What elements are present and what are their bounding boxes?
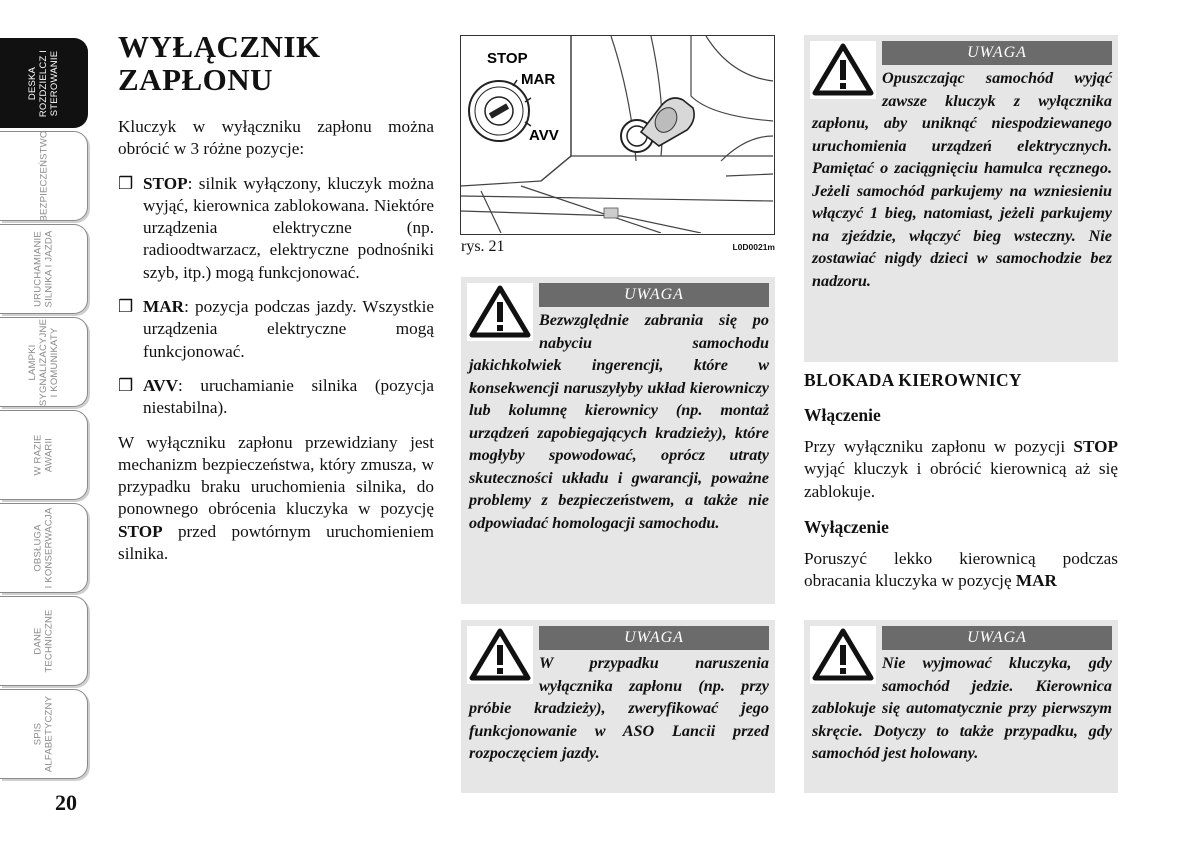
position-name: MAR [143, 297, 185, 317]
tab-spis-alfabetyczny[interactable]: SPIS ALFABETYCZNY [0, 689, 88, 779]
warning-box [461, 277, 775, 604]
position-description: : pozycja podczas jazdy. Wszystkie urządzenia elektryczne mogą funkcjonować. [143, 297, 434, 361]
mechanism-bold: STOP [118, 521, 163, 541]
warning-triangle-icon [467, 626, 533, 684]
warning-triangle-icon [810, 626, 876, 684]
ignition-section [118, 30, 434, 577]
tab-uruchamianie[interactable]: URUCHAMIANIE SILNIKA I JAZDA [0, 224, 88, 314]
tab-obsluga[interactable]: OBSŁUGA I KONSERWACJA [0, 503, 88, 593]
warning-title: UWAGA [882, 41, 1112, 65]
tab-lampki[interactable]: LAMPKI SYGNALIZACYJNE I KOMUNIKATY [0, 317, 88, 407]
lock-off-text [804, 548, 1118, 593]
list-item [118, 375, 434, 420]
lock-on-bold: STOP [1073, 437, 1118, 456]
mechanism-text-part: przed powtórnym uruchomieniem silnika. [118, 521, 434, 564]
position-name: STOP [143, 173, 188, 193]
lock-on-text [804, 436, 1118, 503]
mar-label: MAR [521, 71, 556, 88]
warning-text: Bezwzględnie zabrania się po nabyciu samochodu jakichkolwiek ingerencji, które w konsekwencji naruszyłyby układ kierowniczy lub kolumnę kierownicy (np. montaż urządzeń zapobiegających kradzieży), które mogłyby spowodować, oprócz utraty skuteczności układu i gwarancji, poważne problemy z bezpieczeństwem, a także nie odpowiadać homologacji samochodu. [469, 311, 769, 532]
steering-lock-section [804, 370, 1118, 606]
position-description: : silnik wyłączony, kluczyk można wyjąć, kierownica zablokowana. Niektóre urządzenia elektryczne (np. radioodtwarzacz, elektryczne podnośniki szyb, itp.) mogą funkcjonować. [143, 173, 434, 282]
checkbox-bullet-icon: ❒ [118, 173, 134, 193]
warning-title: UWAGA [539, 283, 769, 307]
lock-off-heading: Wyłączenie [804, 516, 889, 537]
stop-label: STOP [487, 50, 528, 67]
steering-lock-heading: BLOKADA KIEROWNICY [804, 370, 1022, 390]
warning-box [461, 620, 775, 793]
lock-on-text-part: wyjąć kluczyk i obrócić kierownicą aż się zablokuje. [804, 459, 1118, 501]
tab-bezpieczenstwo[interactable]: BEZPIECZEŃSTWO [0, 131, 88, 221]
intro-text: Kluczyk w wyłączniku zapłonu można obrócić w 3 różne pozycje: [118, 117, 434, 159]
warning-text: Opuszczając samochód wyjąć zawsze kluczyk z wyłącznika zapłonu, aby uniknąć niespodziewanego uruchomienia urządzeń elektrycznych. Pamiętać o zaciągnięciu hamulca ręcznego. Jeżeli samochód parkujemy na wzniesieniu włączyć 1 bieg, natomiast, jeżeli parkujemy na zjeździe, włączyć bieg wsteczny. Nie zostawiać nigdy dzieci w samochodzie bez nadzoru. [812, 69, 1112, 290]
lock-on-heading: Włączenie [804, 405, 881, 425]
lock-off-bold: MAR [1015, 571, 1057, 591]
page-title: WYŁĄCZNIK ZAPŁONU [118, 29, 321, 97]
list-item [118, 173, 434, 284]
tab-deska-rozdzielcza[interactable]: DESKA ROZDZIELCZ I STEROWANIE [0, 38, 88, 128]
mechanism-text-part: W wyłączniku zapłonu przewidziany jest mechanizm bezpieczeństwa, który zmusza, w przypadku braku uruchomienia silnika, do ponownego obrócenia kluczyka w pozycję [118, 432, 434, 519]
figure-code: L0D0021m [732, 242, 775, 252]
figure-caption [461, 238, 775, 256]
warning-box [804, 620, 1118, 793]
warning-title: UWAGA [882, 626, 1112, 650]
lock-off-text-part: Poruszyć lekko kierownicą podczas obracania kluczyka w pozycję [804, 548, 1118, 591]
mechanism-text [118, 432, 434, 566]
warning-text: W przypadku naruszenia wyłącznika zapłonu (np. przy próbie kradzieży), zweryfikować jego funkcjonowanie w ASO Lancii przed rozpoczęciem jazdy. [469, 654, 769, 762]
list-item [118, 296, 434, 363]
ignition-figure [460, 35, 775, 235]
warning-title: UWAGA [539, 626, 769, 650]
position-name: AVV [143, 375, 179, 395]
warning-box [804, 35, 1118, 362]
ignition-illustration [461, 36, 773, 233]
warning-text: Nie wyjmować kluczyka, gdy samochód jedzie. Kierownica zablokuje się automatycznie przy pierwszym skręcie. Dotyczy to także przypadku, gdy samochód jest holowany. [812, 654, 1112, 762]
avv-label: AVV [529, 127, 559, 144]
figure-caption-text: rys. 21 [461, 238, 505, 255]
page-number: 20 [55, 790, 77, 815]
lock-on-text-part: Przy wyłączniku zapłonu w pozycji [804, 437, 1074, 456]
tab-dane-techniczne[interactable]: DANE TECHNICZNE [0, 596, 88, 686]
position-description: : uruchamianie silnika (pozycja niestabilna). [143, 375, 434, 418]
checkbox-bullet-icon: ❒ [118, 297, 134, 317]
warning-triangle-icon [810, 41, 876, 99]
warning-triangle-icon [467, 283, 533, 341]
tab-w-razie-awarii[interactable]: W RAZIE AWARII [0, 410, 88, 500]
checkbox-bullet-icon: ❒ [118, 375, 134, 395]
